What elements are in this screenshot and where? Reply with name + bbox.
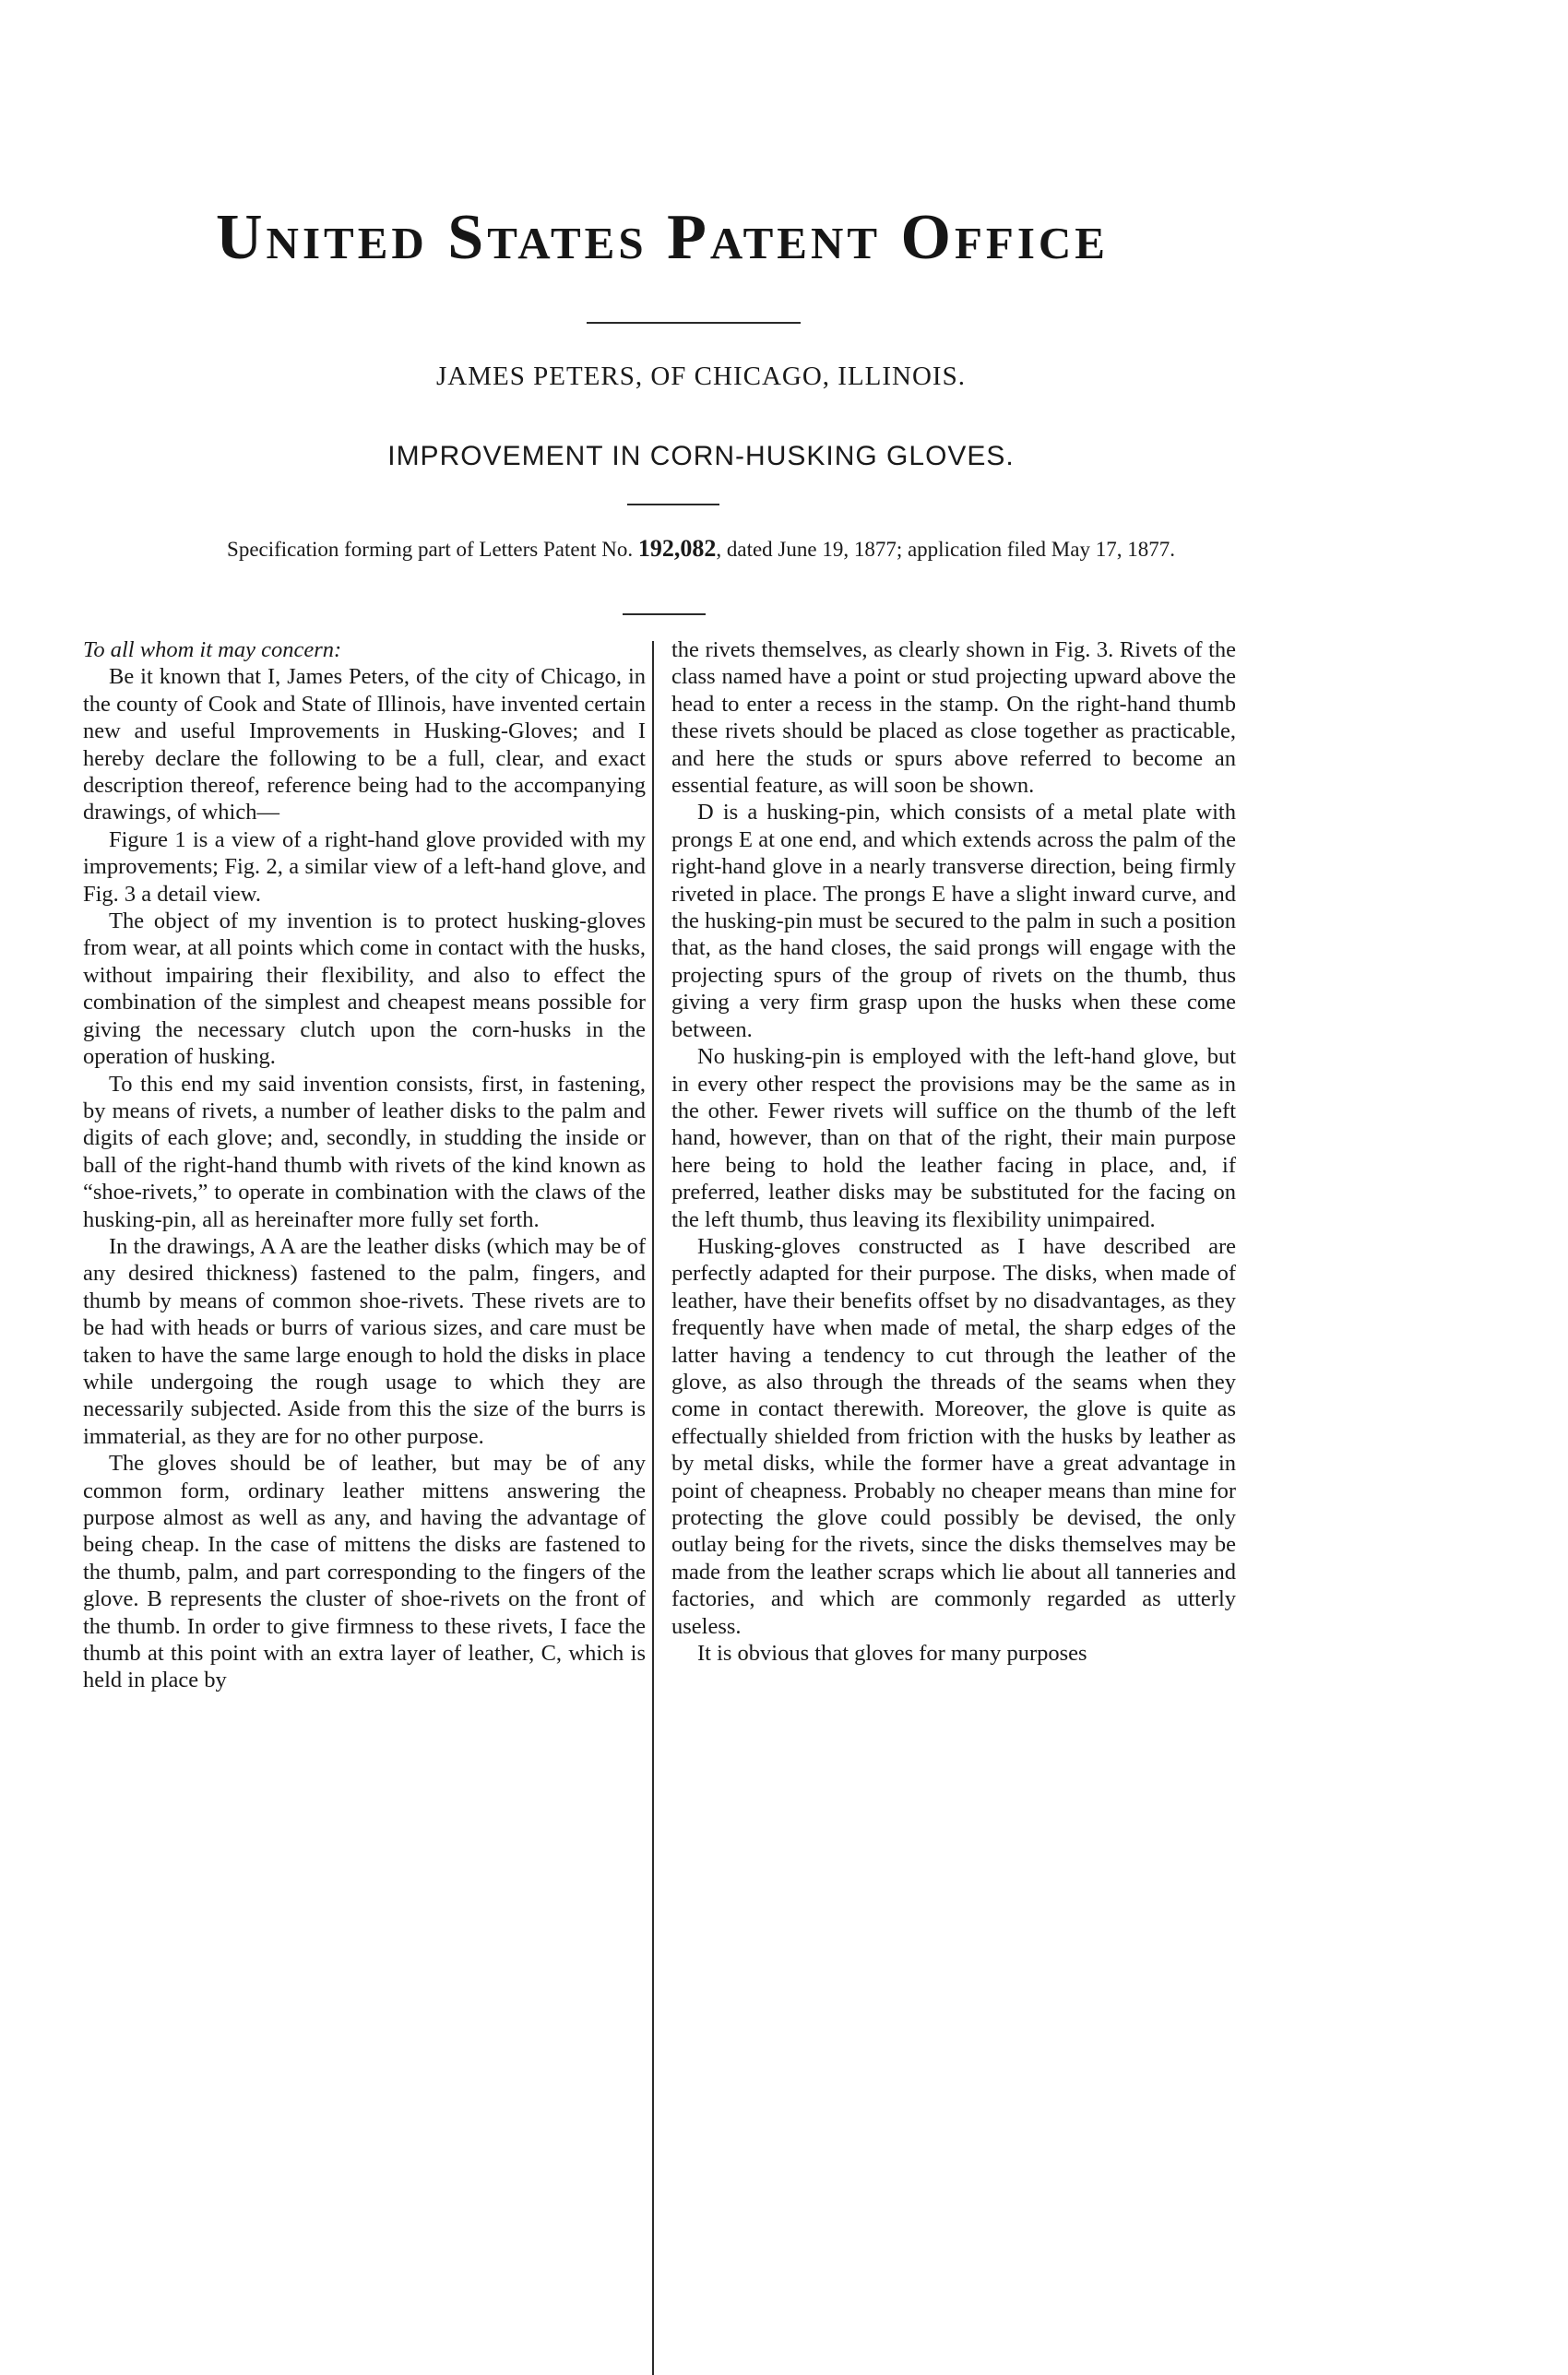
left-column xyxy=(83,636,646,1694)
salutation: To all whom it may concern: xyxy=(83,637,342,662)
inventor-line: JAMES PETERS, OF CHICAGO, ILLINOIS. xyxy=(436,362,966,391)
paragraph: To this end my said invention consists, first, in fastening, by means of rivets, a number of leather disks to the palm and digits of each glove; and, secondly, in studding the inside or ball of the right-hand thumb with rivets of the kind known as “shoe-rivets,” to operate in combination with the claws of the husking-pin, all as hereinafter more fully set forth. xyxy=(83,1071,646,1232)
spec-prefix: Specification forming part of Letters Patent No. xyxy=(227,538,634,561)
paragraph: the rivets themselves, as clearly shown in Fig. 3. Rivets of the class named have a point or stud projecting upward above the head to enter a recess in the stamp. On the right-hand thumb these rivets should be placed as close together as practicable, and here the studs or spurs above referred to become an essential feature, as will soon be shown. xyxy=(671,637,1236,799)
improvement-rule xyxy=(627,504,719,505)
paragraph: The object of my invention is to protect husking-gloves from wear, at all points which come in contact with the husks, without impairing their flexibility, and also to effect the combination of the simplest and cheapest means possible for giving the necessary clutch upon the corn-husks in the operation of husking. xyxy=(83,908,646,1070)
paragraph: In the drawings, A A are the leather disks (which may be of any desired thickness) fastened to the palm, fingers, and thumb by means of common shoe-rivets. These rivets are to be had with heads or burrs of various sizes, and care must be taken to have the same large enough to hold the disks in place while undergoing the rough usage to which they are necessarily subjected. Aside from this the size of the burrs is immaterial, as they are for no other purpose. xyxy=(83,1233,646,1449)
paragraph: No husking-pin is employed with the left-hand glove, but in every other respect the provisions may be the same as in the other. Fewer rivets will suffice on the thumb of the left hand, however, than on that of the right, their main purpose here being to hold the leather facing in place, and, if preferred, leather disks may be substituted for the facing on the left thumb, thus leaving its flexibility unimpaired. xyxy=(671,1044,1236,1232)
spec-rule xyxy=(623,613,706,615)
spec-suffix: , dated June 19, 1877; application filed May 17, 1877. xyxy=(716,538,1175,561)
paragraph: Be it known that I, James Peters, of the city of Chicago, in the county of Cook and State of Illinois, have invented certain new and useful Improvements in Husking-Gloves; and I hereby declare the following to be a full, clear, and exact description thereof, reference being had to the accompanying drawings, of which— xyxy=(83,664,646,825)
paragraph: The gloves should be of leather, but may be of any common form, ordinary leather mittens answering the purpose almost as well as any, and having the advantage of being cheap. In the case of mittens the disks are fastened to the thumb, palm, and part corresponding to the fingers of the glove. B represents the cluster of shoe-rivets on the front of the thumb. In order to give firmness to these rivets, I face the thumb at this point with an extra layer of leather, C, which is held in place by xyxy=(83,1451,646,1693)
column-divider xyxy=(652,641,654,2375)
patent-number: 192,082 xyxy=(637,535,717,562)
specification-line xyxy=(157,535,1245,564)
improvement-title: IMPROVEMENT IN CORN-HUSKING GLOVES. xyxy=(387,441,1015,471)
paragraph: D is a husking-pin, which consists of a metal plate with prongs E at one end, and which extends across the palm of the right-hand glove in a nearly transverse direction, being firmly riveted in place. The prongs E have a slight inward curve, and the husking-pin must be secured to the palm in such a position that, as the hand closes, the said prongs will engage with the projecting spurs of the group of rivets on the thumb, thus giving a very firm grasp upon the husks when these come between. xyxy=(671,800,1236,1042)
title-rule xyxy=(587,322,801,324)
paragraph: Husking-gloves constructed as I have described are perfectly adapted for their purpose. The disks, when made of leather, have their benefits offset by no disadvantages, as they frequently have when made of metal, the sharp edges of the latter having a tendency to cut through the leather of the glove, as also through the threads of the seams when they come in contact therewith. Moreover, the glove is quite as effectually shielded from friction with the husks by leather as by metal disks, while the former have a great advantage in point of cheapness. Probably no cheaper means than mine for protecting the glove could possibly be devised, the only outlay being for the rivets, since the disks themselves may be made from the leather scraps which lie about all tanneries and factories, and which are commonly regarded as utterly useless. xyxy=(671,1233,1236,1639)
paragraph: It is obvious that gloves for many purposes xyxy=(697,1641,1087,1667)
right-column xyxy=(671,636,1236,1667)
office-title: United States Patent Office xyxy=(216,202,1109,273)
paragraph: Figure 1 is a view of a right-hand glove provided with my improvements; Fig. 2, a similar view of a left-hand glove, and Fig. 3 a detail view. xyxy=(83,826,646,907)
